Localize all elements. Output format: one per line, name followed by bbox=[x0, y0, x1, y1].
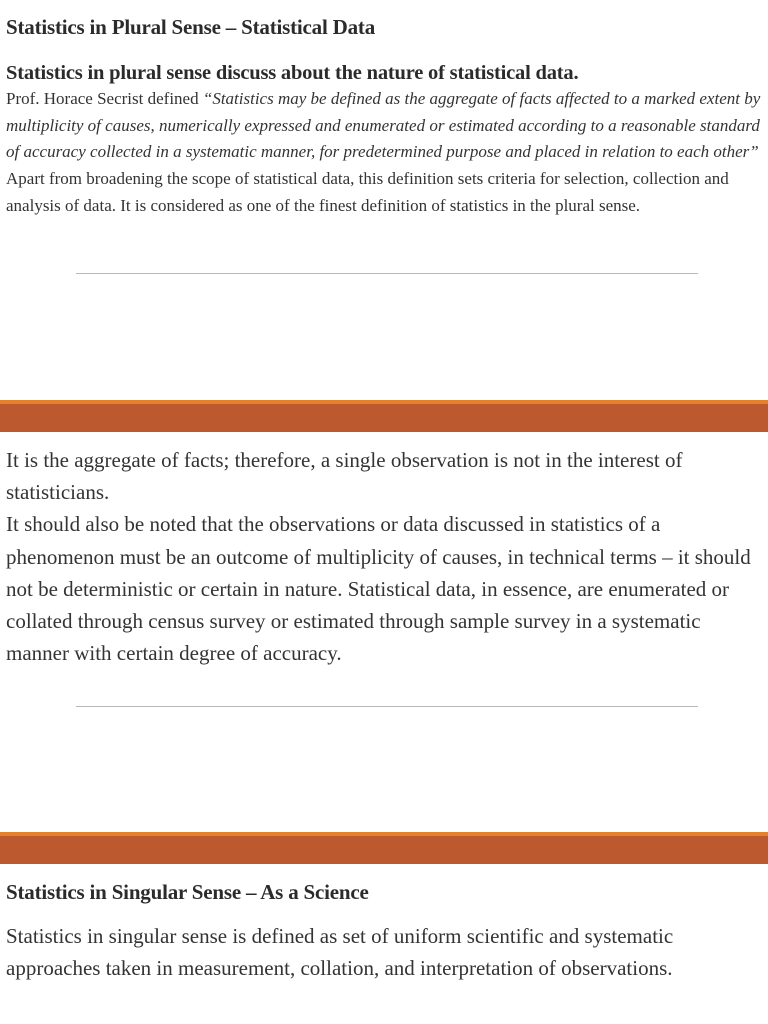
plural-sense-title: Statistics in Plural Sense – Statistical Data bbox=[6, 15, 375, 39]
aggregate-facts-section bbox=[0, 444, 768, 669]
divider-2 bbox=[76, 706, 698, 707]
section-band-1 bbox=[0, 400, 768, 432]
singular-sense-section bbox=[0, 878, 768, 984]
divider-1 bbox=[76, 273, 698, 274]
singular-sense-paragraph: Statistics in singular sense is defined as set of uniform scientific and systematic approaches taken in measurement, collation, and interpretation of observations. bbox=[6, 924, 674, 981]
section-band-2 bbox=[0, 832, 768, 864]
definition-quote: “Statistics may be defined as the aggregate of facts affected to a marked extent by multiplicity of causes, numerically expressed and enumerated or estimated according to a reasonable standard of accuracy collected in a systematic manner, for predetermined purpose and placed in relation to each other” bbox=[6, 89, 761, 162]
aggregate-paragraph: It is the aggregate of facts; therefore, a single observation is not in the interest of statisticians. bbox=[6, 448, 683, 505]
plural-sense-subtitle: Statistics in plural sense discuss about the nature of statistical data. bbox=[6, 62, 579, 84]
multiplicity-paragraph: It should also be noted that the observations or data discussed in statistics of a phenomenon must be an outcome of multiplicity of causes, in technical terms – it should not be deterministic or certain in nature. Statistical data, in essence, are enumerated or collated through census survey or estimated through sample survey in a systematic manner with certain degree of accuracy. bbox=[6, 512, 751, 666]
plural-sense-paragraph: Apart from broadening the scope of statistical data, this definition sets criteria for selection, collection and analysis of data. It is considered as one of the finest definition of statistics in the plural sense. bbox=[6, 169, 729, 215]
plural-sense-section bbox=[0, 0, 768, 220]
secrist-definition bbox=[6, 86, 762, 166]
definition-lead: Prof. Horace Secrist defined bbox=[6, 89, 203, 108]
singular-sense-title: Statistics in Singular Sense – As a Science bbox=[6, 880, 369, 904]
